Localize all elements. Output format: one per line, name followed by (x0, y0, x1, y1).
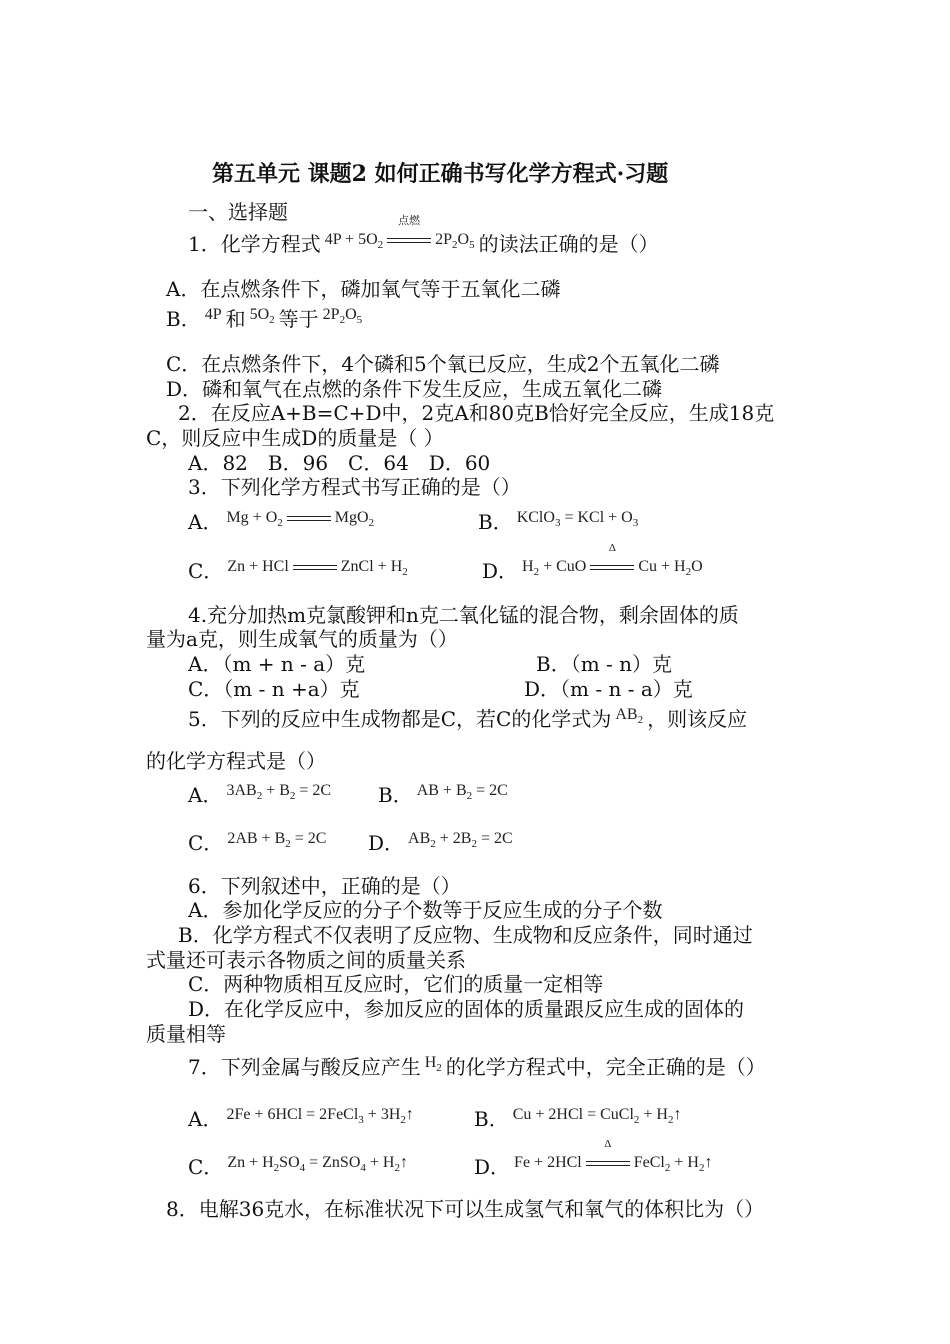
q1-condition: 点燃 (387, 227, 431, 253)
question-6-option-d-line-2: 质量相等 (146, 1022, 226, 1046)
question-7-option-a: A． $^{2Fe + 6HCl = 2FeCl_3 + 3H_2↑}$ (188, 1106, 414, 1131)
question-6-option-d-line-1: D．在化学反应中，参加反应的固体的质量跟反应生成的固体的 (188, 997, 745, 1021)
question-3-option-c: C． $^{Zn + HCl ZnCl + H_2}$ (188, 558, 408, 583)
question-7-option-c: C． $^{Zn + H_2SO_4 = ZnSO_4 + H_2↑}$ (188, 1154, 408, 1179)
q1-b-4p: 4P (204, 306, 222, 323)
q1-b-5o2: 5O2 (249, 306, 275, 327)
q1-equation: 4P + 5O2 点燃 2P2O5 (324, 215, 475, 252)
question-5-option-c: C． $^{2AB + B_2 = 2C}$ (188, 830, 327, 855)
q1-stem-end: 的读法正确的是（） (478, 232, 659, 256)
q1-b-2p2o5: 2P2O5 (322, 306, 363, 327)
question-1-option-d: D．磷和氧气在点燃的条件下发生反应，生成五氧化二磷 (166, 377, 663, 401)
q1-stem-text: 1．化学方程式 (188, 232, 321, 256)
question-6-option-b-line-2: 式量还可表示各物质之间的质量关系 (146, 948, 466, 972)
question-5-line-1: 5．下列的反应中生成物都是C，若C的化学式为 $^{AB_2}$ ，则该反应 (188, 706, 748, 731)
question-6-option-b-line-1: B．化学方程式不仅表明了反应物、生成物和反应条件，同时通过 (178, 923, 753, 947)
question-3-option-d: D． $^{H_2 + CuO \Delta Cu + H_2O}$ (482, 542, 703, 583)
question-1-option-a: A．在点燃条件下，磷加氧气等于五氧化二磷 (166, 277, 561, 301)
question-4-line-2: 量为a克，则生成氧气的质量为（） (146, 627, 458, 651)
question-5-option-a: A． $^{3AB_2 + B_2 = 2C}$ (188, 782, 332, 807)
q7-h2: H2 (424, 1054, 442, 1075)
question-7-stem: 7．下列金属与酸反应产生 $^{H_2}$ 的化学方程式中，完全正确的是（） (188, 1054, 766, 1079)
section-heading: 一、选择题 (188, 200, 288, 224)
question-1-stem (188, 215, 659, 265)
question-8-stem: 8．电解36克水，在标准状况下可以生成氢气和氧气的体积比为（） (166, 1197, 765, 1221)
question-1-option-b: B． $^{4P}$ 和 $^{5O_2}$ 等于 $^{2P_2O_5}$ (166, 306, 363, 331)
question-4-option-b: B．（m - n）克 (536, 652, 673, 676)
question-6-option-a: A．参加化学反应的分子个数等于反应生成的分子个数 (188, 898, 663, 922)
page-title: 第五单元 课题2 如何正确书写化学方程式·习题 (212, 161, 669, 187)
question-2-line-2: C，则反应中生成D的质量是（ ） (146, 426, 444, 450)
question-3-stem: 3．下列化学方程式书写正确的是（） (188, 475, 521, 499)
question-4-option-c: C．（m - n +a）克 (188, 677, 360, 701)
question-7-option-b: B． $^{Cu + 2HCl = CuCl_2 + H_2↑}$ (474, 1106, 682, 1131)
question-4-option-d: D．（m - n - a）克 (524, 677, 693, 701)
question-4-option-a: A．（m + n - a）克 (188, 652, 366, 676)
question-5-line-2: 的化学方程式是（） (146, 749, 326, 773)
question-4-line-1: 4.充分加热m克氯酸钾和n克二氧化锰的混合物，剩余固体的质 (188, 603, 739, 627)
question-5-option-d: D． $^{AB_2 + 2B_2 = 2C}$ (368, 830, 513, 855)
question-6-option-c: C．两种物质相互反应时，它们的质量一定相等 (188, 972, 604, 996)
question-2-options: A．82 B．96 C．64 D．60 (188, 451, 491, 475)
question-5-option-b: B． $^{AB + B_2 = 2C}$ (378, 782, 508, 807)
q5-ab2: AB2 (615, 706, 644, 727)
question-7-option-d: D． $^{Fe + 2HCl \Delta FeCl_2 + H_2↑}$ (474, 1138, 713, 1179)
question-1-option-c: C．在点燃条件下，4个磷和5个氧已反应，生成2个五氧化二磷 (166, 352, 720, 376)
question-2-line-1: 2．在反应A+B=C+D中，2克A和80克B恰好完全反应，生成18克 (178, 401, 775, 425)
question-3-option-a: A． $^{Mg + O_2 MgO_2}$ (188, 509, 375, 534)
question-3-option-b: B． $^{KClO_3 = KCl + O_3}$ (478, 509, 639, 534)
question-6-stem: 6．下列叙述中，正确的是（） (188, 874, 461, 898)
